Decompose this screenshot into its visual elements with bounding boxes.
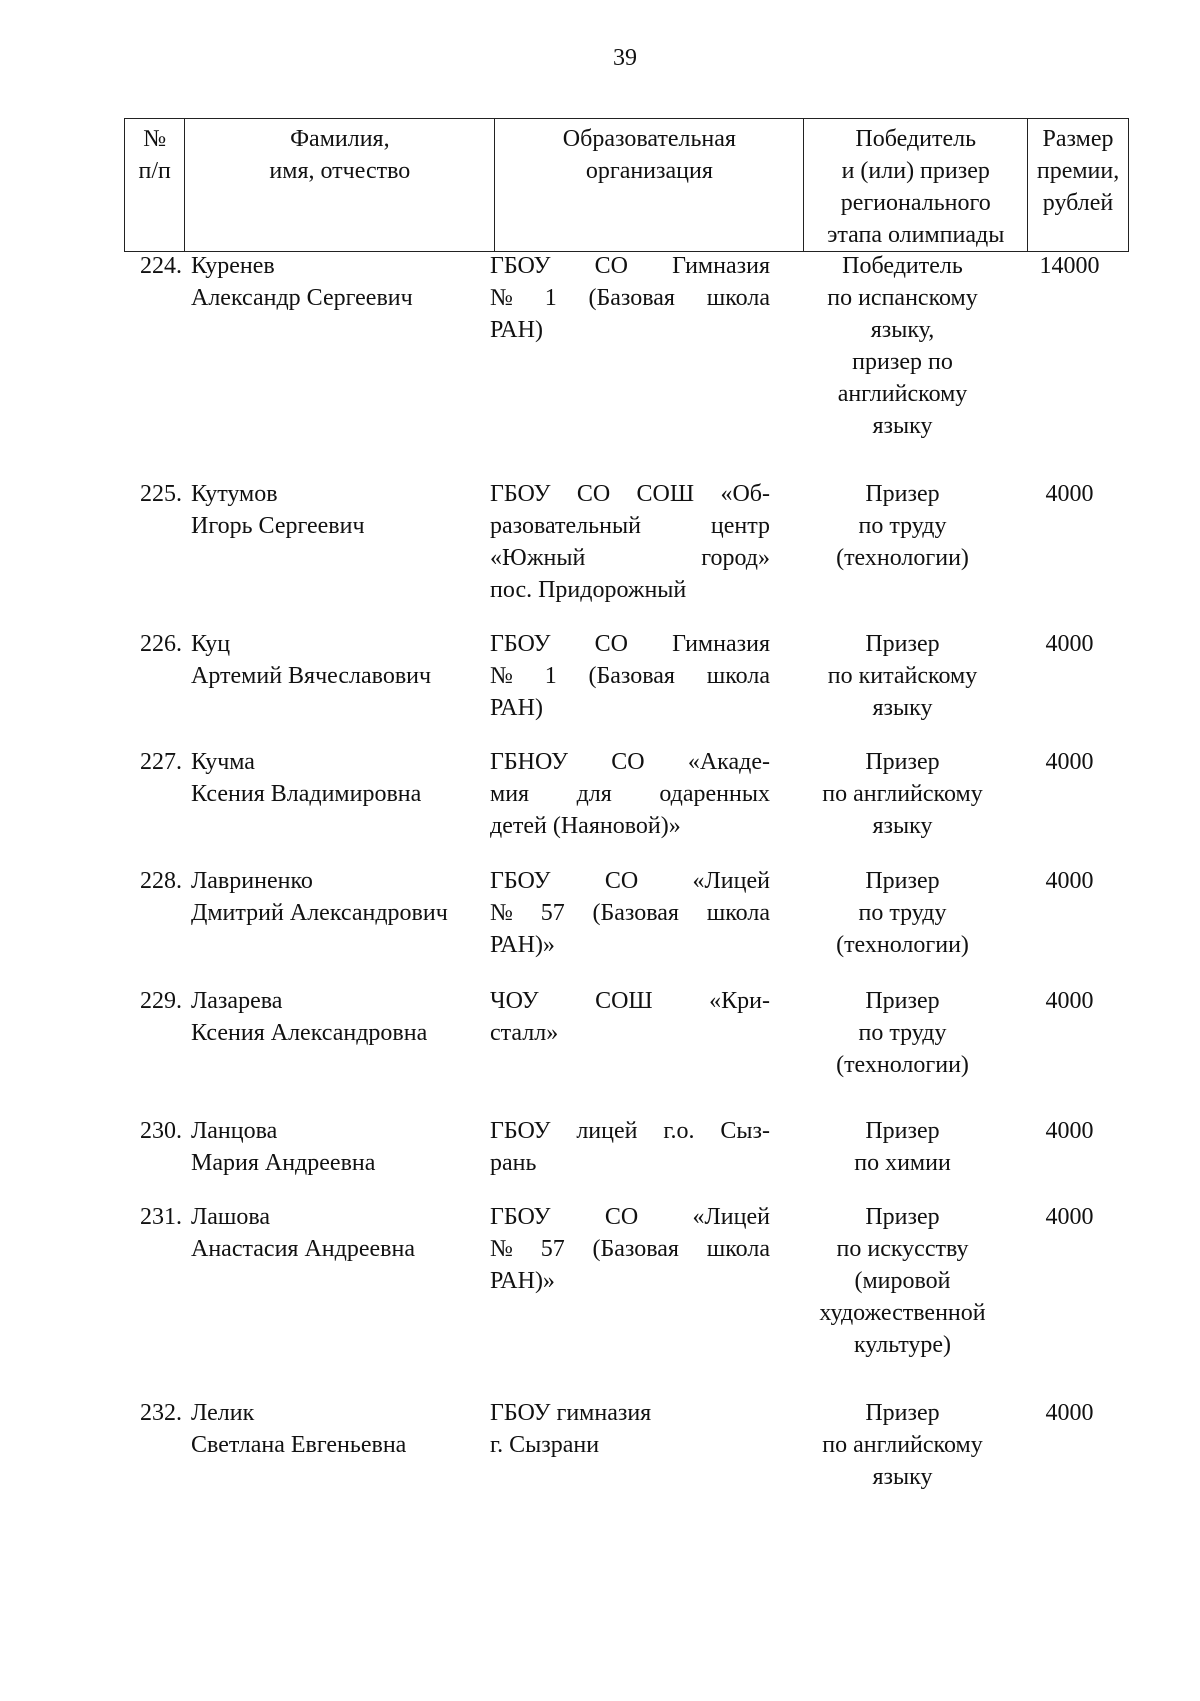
olympiad-result-line: по китайскому	[827, 663, 978, 689]
organization-line	[490, 250, 770, 282]
organization-word: СО	[576, 481, 611, 507]
organization-line	[490, 985, 770, 1017]
header-col-name-line: Фамилия,	[290, 126, 390, 152]
organization-line	[490, 929, 770, 961]
participant-name-line: Александр Сергеевич	[191, 285, 413, 311]
organization-line	[490, 778, 770, 810]
olympiad-result-line: Призер	[865, 1204, 940, 1230]
participant-name-line: Светлана Евгеньевна	[191, 1432, 407, 1458]
olympiad-result	[800, 628, 1005, 724]
organization-line	[490, 1397, 770, 1429]
organization-line	[490, 1429, 770, 1461]
olympiad-result	[800, 985, 1005, 1081]
participant-name-line: Ксения Александровна	[191, 1020, 428, 1046]
participant-name-line: Куц	[191, 631, 231, 657]
row-number: 231.	[140, 1204, 182, 1230]
olympiad-result-line: по труду	[858, 900, 947, 926]
olympiad-result-line: по английскому	[822, 781, 983, 807]
olympiad-result-line: Призер	[865, 868, 940, 894]
organization-line	[490, 1115, 770, 1147]
organization-word: №	[490, 1236, 513, 1262]
organization-word: 57	[540, 900, 565, 926]
participant-name-line: Анастасия Андреевна	[191, 1236, 415, 1262]
organization-word: (Базовая	[588, 663, 675, 689]
header-col-org-line: организация	[585, 158, 713, 184]
header-col-name	[185, 119, 495, 252]
olympiad-result	[800, 1201, 1005, 1361]
organization-word: РАН)	[490, 317, 543, 343]
organization-word: СОШ	[636, 481, 695, 507]
organization-word: РАН)»	[490, 932, 555, 958]
header-col-prize-line: Размер	[1042, 126, 1114, 152]
organization-word: ГБОУ гимназия	[490, 1400, 652, 1426]
organization-word: для	[576, 781, 612, 807]
olympiad-result	[800, 1397, 1005, 1493]
organization-word: пос. Придорожный	[490, 577, 687, 603]
organization-word: ГБОУ	[490, 868, 551, 894]
organization-line	[490, 746, 770, 778]
organization-line	[490, 810, 770, 842]
organization-word: СОШ	[595, 988, 653, 1014]
organization	[490, 628, 770, 724]
header-col-prize-line: премии,	[1036, 158, 1120, 184]
participant-name	[191, 746, 481, 810]
organization-word: мия	[490, 781, 530, 807]
participant-name-line: Игорь Сергеевич	[191, 513, 365, 539]
olympiad-result-line: по труду	[858, 1020, 947, 1046]
organization-word: «Кри-	[709, 988, 770, 1014]
organization-word: город»	[701, 545, 770, 571]
organization-word: ГБОУ	[490, 481, 551, 507]
participant-name-line: Лелик	[191, 1400, 255, 1426]
organization	[490, 1397, 770, 1461]
olympiad-result-line: (технологии)	[836, 932, 969, 958]
organization-word: РАН)	[490, 695, 543, 721]
organization-word: «Об-	[720, 481, 770, 507]
organization-word: (Базовая	[592, 900, 679, 926]
olympiad-result	[800, 250, 1005, 442]
organization-line	[490, 1017, 770, 1049]
olympiad-result	[800, 865, 1005, 961]
row-number: 230.	[140, 1118, 182, 1144]
prize-amount: 4000	[1045, 1204, 1094, 1230]
organization-word: (Базовая	[592, 1236, 679, 1262]
header-col-prize	[1028, 119, 1129, 252]
organization-word: ГБОУ	[490, 1204, 551, 1230]
organization-word: ГБНОУ	[490, 749, 568, 775]
header-col-num-line: №	[143, 126, 167, 152]
prize-amount: 4000	[1045, 481, 1094, 507]
row-number: 226.	[140, 631, 182, 657]
olympiad-result-line: языку	[872, 1464, 933, 1490]
header-col-org-line: Образовательная	[562, 126, 736, 152]
olympiad-result-line: языку,	[870, 317, 935, 343]
organization-word: «Лицей	[692, 1204, 770, 1230]
organization-word: сталл»	[490, 1020, 559, 1046]
header-col-result-line: и (или) призер	[841, 158, 990, 184]
olympiad-result-line: Призер	[865, 1118, 940, 1144]
organization	[490, 1115, 770, 1179]
prize-amount: 14000	[1039, 253, 1100, 279]
participant-name-line: Куренев	[191, 253, 275, 279]
organization-word: лицей	[576, 1118, 638, 1144]
olympiad-result-line: Победитель	[842, 253, 963, 279]
organization-line	[490, 510, 770, 542]
organization	[490, 250, 770, 346]
row-number: 227.	[140, 749, 182, 775]
header-col-result-line: этапа олимпиады	[827, 222, 1005, 248]
organization-word: разовательный	[490, 513, 641, 539]
organization-word: г. Сызрани	[490, 1432, 600, 1458]
prize-amount: 4000	[1045, 868, 1094, 894]
organization-line	[490, 628, 770, 660]
organization-word: №	[490, 663, 513, 689]
organization-word: СО	[594, 631, 628, 657]
organization-line	[490, 692, 770, 724]
organization-word: г.о.	[663, 1118, 695, 1144]
participant-name-line: Лашова	[191, 1204, 271, 1230]
olympiad-result-line: (мировой	[854, 1268, 951, 1294]
participant-name-line: Ланцова	[191, 1118, 278, 1144]
prize-amount: 4000	[1045, 1118, 1094, 1144]
header-col-num	[125, 119, 185, 252]
organization-word: «Лицей	[692, 868, 770, 894]
organization-word: Гимназия	[672, 253, 770, 279]
participant-name-line: Лавриненко	[191, 868, 313, 894]
header-col-org	[495, 119, 804, 252]
organization-line	[490, 865, 770, 897]
organization-word: ГБОУ	[490, 253, 551, 279]
organization-word: СО	[611, 749, 645, 775]
olympiad-result-line: по труду	[858, 513, 947, 539]
organization-line	[490, 282, 770, 314]
organization-word: школа	[706, 1236, 770, 1262]
organization-line	[490, 1147, 770, 1179]
page-number: 39	[613, 45, 637, 71]
olympiad-result	[800, 1115, 1005, 1179]
organization-line	[490, 574, 770, 606]
organization-line	[490, 314, 770, 346]
prize-amount: 4000	[1045, 988, 1094, 1014]
organization-word: школа	[706, 285, 770, 311]
olympiad-result-line: (технологии)	[836, 1052, 969, 1078]
organization-line	[490, 478, 770, 510]
olympiad-result-line: языку	[872, 413, 933, 439]
olympiad-result-line: Призер	[865, 988, 940, 1014]
organization-word: Сыз-	[720, 1118, 770, 1144]
row-number: 224.	[140, 253, 182, 279]
organization-word: «Акаде-	[687, 749, 770, 775]
participant-name-line: Мария Андреевна	[191, 1150, 376, 1176]
row-number: 225.	[140, 481, 182, 507]
olympiad-result-line: Призер	[865, 631, 940, 657]
organization-word: №	[490, 900, 513, 926]
olympiad-result-line: призер по	[852, 349, 953, 375]
row-number: 228.	[140, 868, 182, 894]
row-number: 229.	[140, 988, 182, 1014]
olympiad-result-line: культуре)	[853, 1332, 952, 1358]
organization-word: школа	[706, 663, 770, 689]
olympiad-result-line: Призер	[865, 481, 940, 507]
participant-name	[191, 250, 481, 314]
organization-line	[490, 542, 770, 574]
olympiad-result-line: языку	[872, 695, 933, 721]
olympiad-result	[800, 746, 1005, 842]
row-number: 232.	[140, 1400, 182, 1426]
prize-amount: 4000	[1045, 749, 1094, 775]
olympiad-result-line: художественной	[819, 1300, 986, 1326]
header-col-result	[804, 119, 1028, 252]
participant-name-line: Лазарева	[191, 988, 283, 1014]
organization-word: ГБОУ	[490, 1118, 551, 1144]
participant-name-line: Артемий Вячеславович	[191, 663, 432, 689]
organization-line	[490, 897, 770, 929]
organization	[490, 865, 770, 961]
olympiad-result-line: (технологии)	[836, 545, 969, 571]
olympiad-result-line: английскому	[837, 381, 968, 407]
organization-word: СО	[604, 868, 639, 894]
organization-word: ЧОУ	[490, 988, 539, 1014]
participant-name	[191, 1115, 481, 1179]
participant-name	[191, 478, 481, 542]
organization-line	[490, 1265, 770, 1297]
organization-word: школа	[706, 900, 770, 926]
organization-word: СО	[594, 253, 628, 279]
organization-line	[490, 1233, 770, 1265]
prize-amount: 4000	[1045, 631, 1094, 657]
organization-word: 57	[540, 1236, 565, 1262]
table-header	[124, 118, 1129, 252]
organization-word: центр	[710, 513, 770, 539]
organization-line	[490, 660, 770, 692]
organization-word: СО	[604, 1204, 639, 1230]
organization-line	[490, 1201, 770, 1233]
participant-name	[191, 1397, 481, 1461]
organization-word: 1	[544, 285, 557, 311]
organization-word: 1	[544, 663, 557, 689]
organization-word: «Южный	[490, 545, 586, 571]
organization-word: (Базовая	[588, 285, 675, 311]
olympiad-result-line: Призер	[865, 1400, 940, 1426]
participant-name	[191, 1201, 481, 1265]
organization-word: №	[490, 285, 513, 311]
olympiad-result-line: языку	[872, 813, 933, 839]
header-col-name-line: имя, отчество	[269, 158, 411, 184]
organization-word: детей (Наяновой)»	[490, 813, 681, 839]
header-col-prize-line: рублей	[1042, 190, 1114, 216]
participant-name	[191, 628, 481, 692]
organization-word: одаренных	[659, 781, 770, 807]
header-col-result-line: регионального	[840, 190, 991, 216]
olympiad-result	[800, 478, 1005, 574]
organization	[490, 478, 770, 606]
olympiad-result-line: по испанскому	[827, 285, 978, 311]
olympiad-result-line: Призер	[865, 749, 940, 775]
olympiad-result-line: по английскому	[822, 1432, 983, 1458]
participant-name-line: Кутумов	[191, 481, 278, 507]
organization	[490, 985, 770, 1049]
organization-word: рань	[490, 1150, 537, 1176]
organization-word: РАН)»	[490, 1268, 555, 1294]
participant-name	[191, 865, 481, 929]
header-col-num-line: п/п	[138, 158, 171, 184]
participant-name-line: Дмитрий Александрович	[191, 900, 448, 926]
olympiad-result-line: по химии	[854, 1150, 951, 1176]
participant-name-line: Кучма	[191, 749, 255, 775]
olympiad-result-line: по искусству	[836, 1236, 969, 1262]
organization	[490, 746, 770, 842]
participant-name-line: Ксения Владимировна	[191, 781, 422, 807]
organization	[490, 1201, 770, 1297]
header-col-result-line: Победитель	[855, 126, 977, 152]
prize-amount: 4000	[1045, 1400, 1094, 1426]
participant-name	[191, 985, 481, 1049]
organization-word: ГБОУ	[490, 631, 551, 657]
organization-word: Гимназия	[672, 631, 770, 657]
